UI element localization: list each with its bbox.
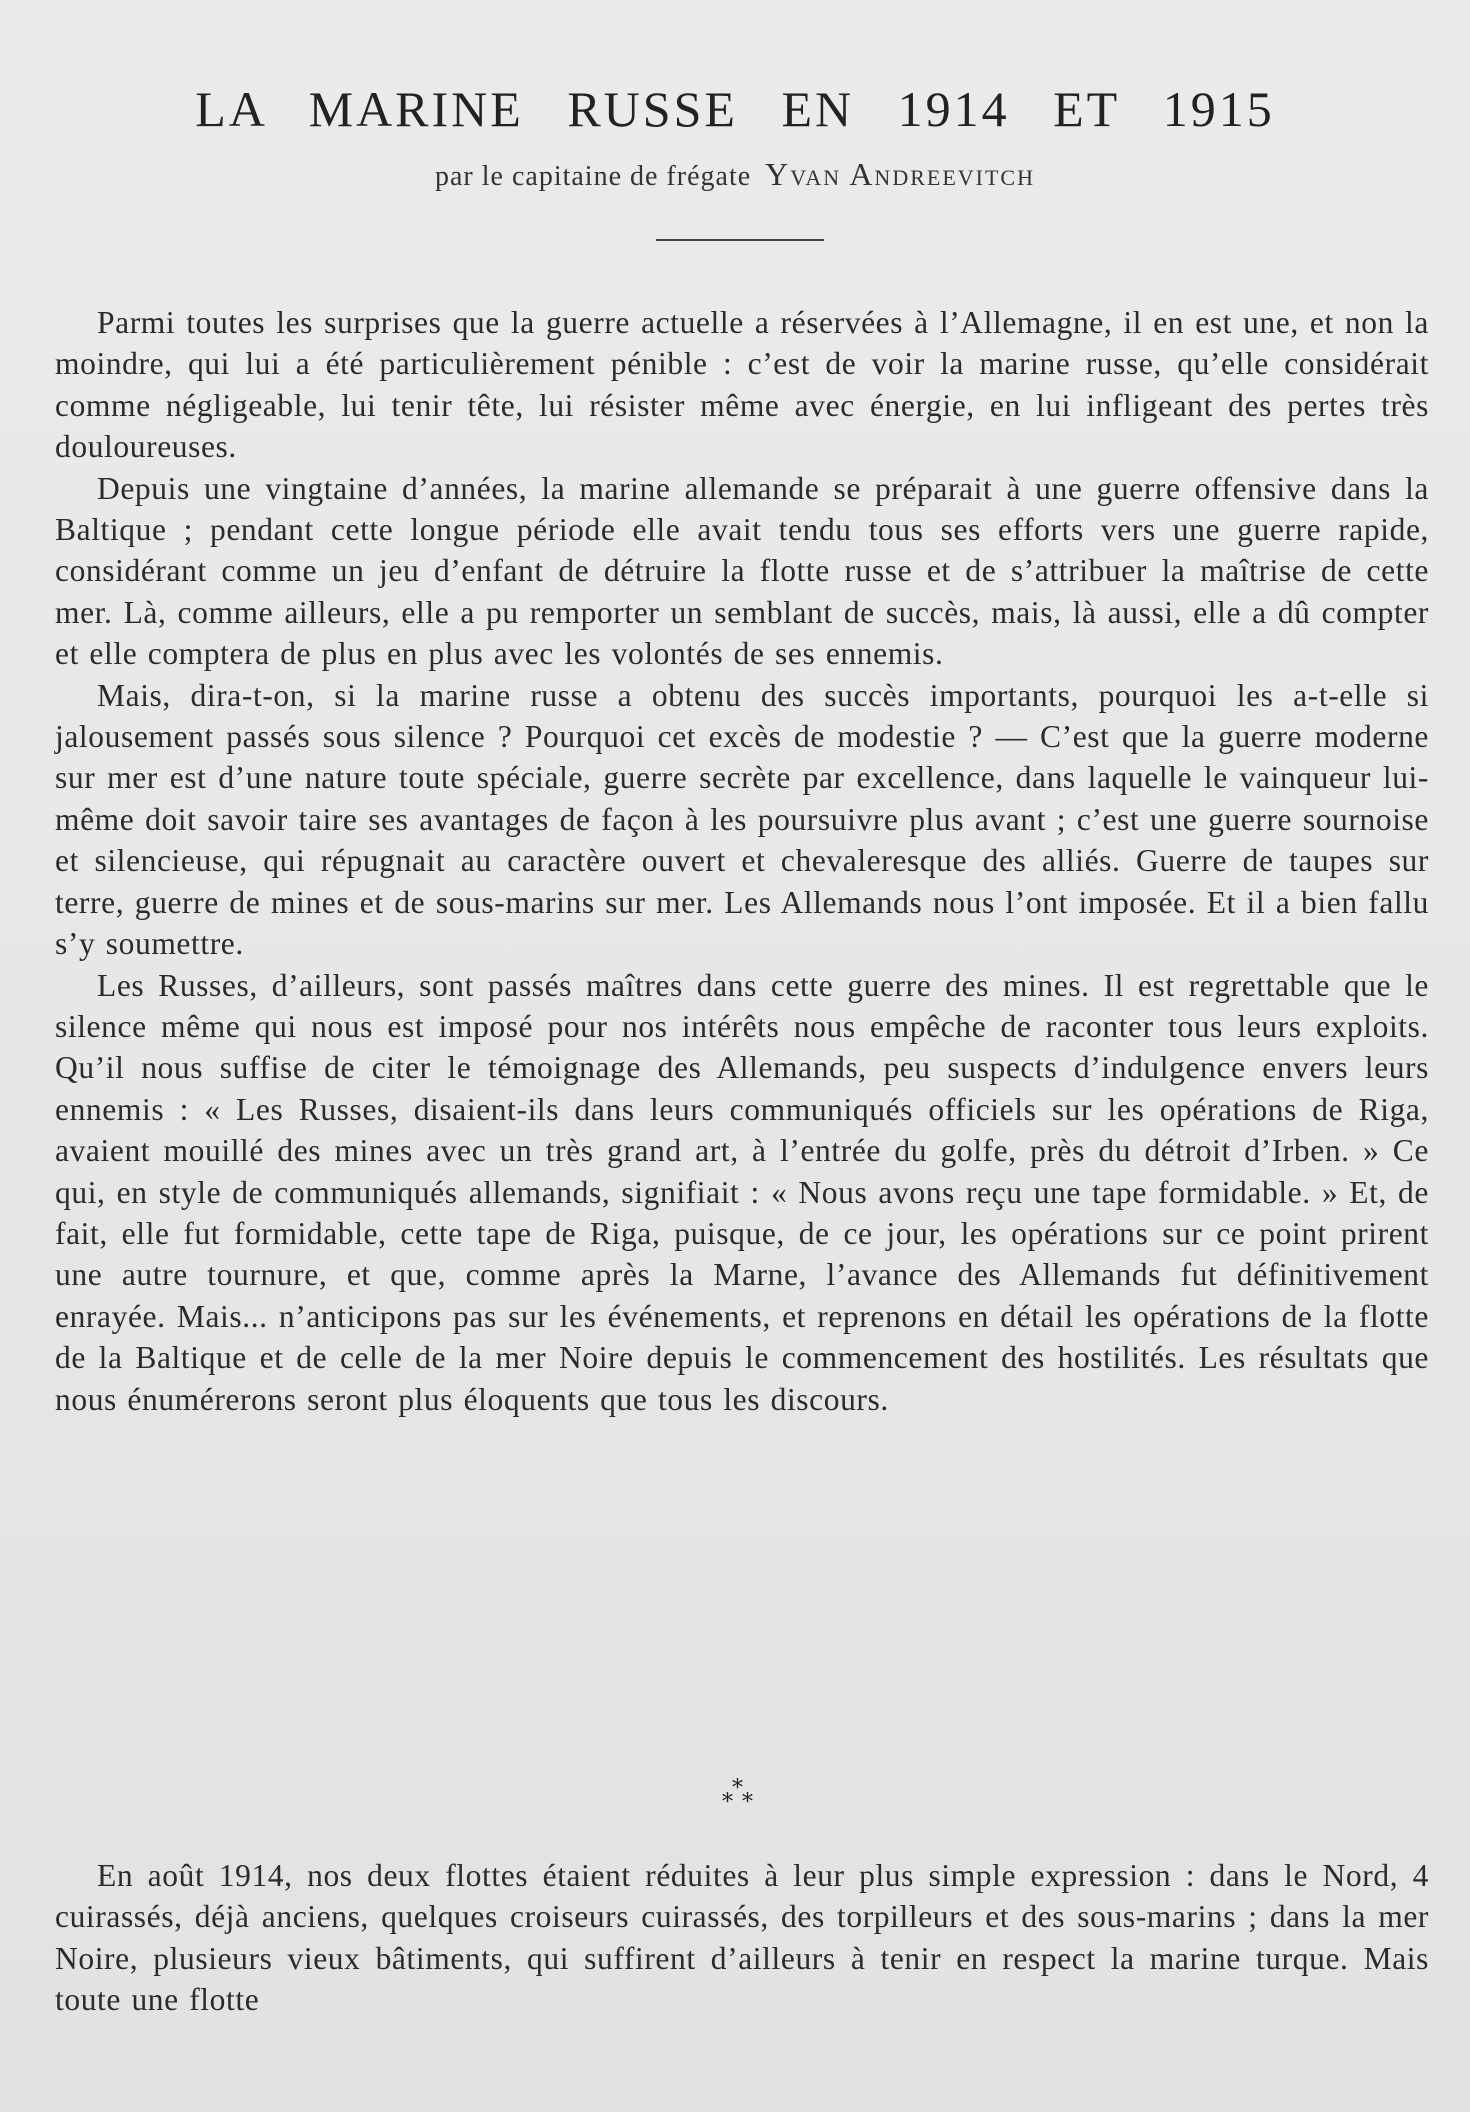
article-body-section-1	[55, 302, 1429, 1420]
byline	[0, 156, 1470, 193]
author-name: Yvan Andreevitch	[765, 156, 1035, 192]
asterism-star: *	[722, 1790, 733, 1815]
paragraph-1: Parmi toutes les surprises que la guerre actuelle a réservées à l’Allemagne, il en est une, et non la moindre, qui lui a été particulièrement pénible : c’est de voir la marine russe, qu’elle considérait comme négligeable, lui tenir tête, lui résister même avec énergie, en lui infligeant des pertes très douloureuses.	[55, 305, 1429, 465]
byline-prefix: par le capitaine de frégate	[435, 161, 752, 192]
paragraph-3: Mais, dira-t-on, si la marine russe a obtenu des succès importants, pourquoi les a-t-elle si jalousement passés sous silence ? Pourquoi cet excès de modestie ? — C’est que la guerre moderne sur mer est d’une nature toute spéciale, guerre secrète par excellence, dans laquelle le vainqueur lui-même doit savoir taire ses avantages de façon à les poursuivre plus avant ; c’est une guerre sournoise et silencieuse, qui répugnait au caractère ouvert et chevaleresque des alliés. Guerre de taupes sur terre, guerre de mines et de sous-marins sur mer. Les Allemands nous l’ont imposée. Et il a bien fallu s’y soumettre.	[55, 677, 1429, 962]
paragraph-5: En août 1914, nos deux flottes étaient réduites à leur plus simple expression : dans le Nord, 4 cuirassés, déjà anciens, quelques croiseurs cuirassés, des torpilleurs et des sous-marins ; dans la mer Noire, plusieurs vieux bâtiments, qui suffirent d’ailleurs à tenir en respect la marine turque. Mais toute une flotte	[55, 1858, 1429, 2018]
section-break-asterism	[710, 1778, 770, 1818]
asterism-star: *	[732, 1776, 743, 1801]
paragraph-4: Les Russes, d’ailleurs, sont passés maîtres dans cette guerre des mines. Il est regrettable que le silence même qui nous est imposé pour nos intérêts nous empêche de raconter tous leurs exploits. Qu’il nous suffise de citer le témoignage des Allemands, peu suspects d’indulgence envers leurs ennemis : « Les Russes, disaient-ils dans leurs communiqués officiels sur les opérations de Riga, avaient mouillé des mines avec un très grand art, à l’entrée du golfe, près du détroit d’Irben. » Ce qui, en style de communiqués allemands, signifiait : « Nous avons reçu une tape formidable. » Et, de fait, elle fut formidable, cette tape de Riga, puisque, de ce jour, les opérations sur ce point prirent une autre tournure, et que, comme après la Marne, l’avance des Allemands fut définitivement enrayée. Mais... n’anticipons pas sur les événements, et reprenons en détail les opérations de la flotte de la Baltique et de celle de la mer Noire depuis le commencement des hostilités. Les résultats que nous énumérerons seront plus éloquents que tous les discours.	[55, 967, 1429, 1417]
paragraph-2: Depuis une vingtaine d’années, la marine allemande se préparait à une guerre offensive dans la Baltique ; pendant cette longue période elle avait tendu tous ses efforts vers une guerre rapide, considérant comme un jeu d’enfant de détruire la flotte russe et de s’attribuer la maîtrise de cette mer. Là, comme ailleurs, elle a pu remporter un semblant de succès, mais, là aussi, elle a dû compter et elle comptera de plus en plus avec les volontés de ses ennemis.	[55, 470, 1429, 672]
asterism-star: *	[742, 1790, 753, 1815]
article-title: LA MARINE RUSSE EN 1914 ET 1915	[195, 81, 1275, 137]
title-divider	[656, 239, 824, 241]
article-body-section-2	[55, 1855, 1429, 2021]
